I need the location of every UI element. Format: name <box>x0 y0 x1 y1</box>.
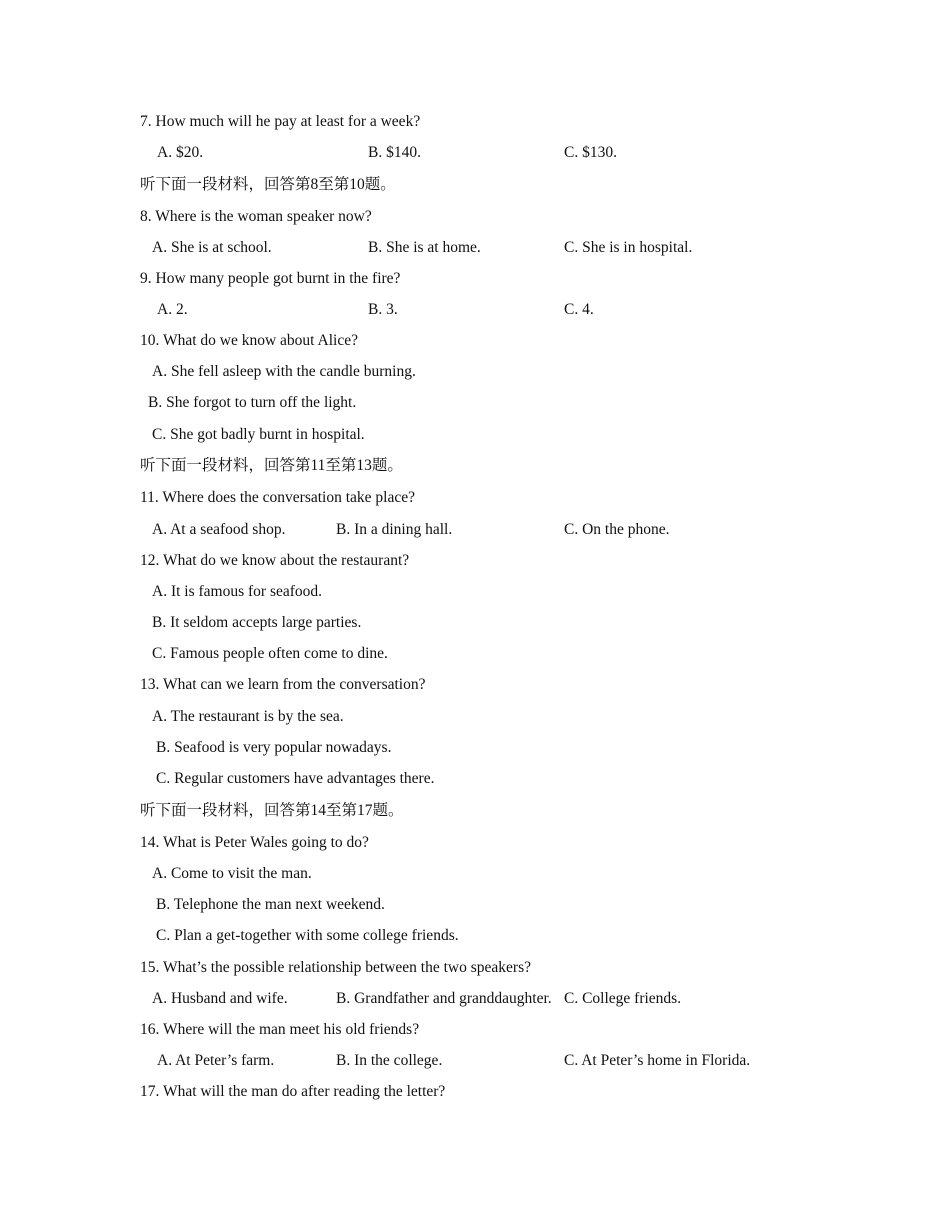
option-10b: B. She forgot to turn off the light. <box>148 394 357 411</box>
option-8c: C. She is in hospital. <box>564 239 693 256</box>
option-14b: B. Telephone the man next weekend. <box>156 896 385 913</box>
question-15: 15. What’s the possible relationship between the two speakers? <box>140 959 531 976</box>
option-11c: C. On the phone. <box>564 521 670 538</box>
option-9a: A. 2. <box>157 301 188 318</box>
question-17: 17. What will the man do after reading the letter? <box>140 1083 446 1100</box>
option-16a: A. At Peter’s farm. <box>157 1052 275 1069</box>
option-7b: B. $140. <box>368 144 421 161</box>
option-11a: A. At a seafood shop. <box>152 521 286 538</box>
option-11b: B. In a dining hall. <box>336 521 453 538</box>
option-8a: A. She is at school. <box>152 239 272 256</box>
question-11: 11. Where does the conversation take place? <box>140 489 416 506</box>
option-13a: A. The restaurant is by the sea. <box>152 708 344 725</box>
question-7: 7. How much will he pay at least for a week? <box>140 113 421 130</box>
question-10: 10. What do we know about Alice? <box>140 332 358 349</box>
option-15a: A. Husband and wife. <box>152 990 288 1007</box>
question-16: 16. Where will the man meet his old friends? <box>140 1021 420 1038</box>
option-13c: C. Regular customers have advantages there. <box>156 770 435 787</box>
option-8b: B. She is at home. <box>368 239 481 256</box>
option-16c: C. At Peter’s home in Florida. <box>564 1052 751 1069</box>
section-instruction-14-17: 听下面一段材料，回答第14至第17题。 <box>140 802 404 819</box>
option-12c: C. Famous people often come to dine. <box>152 645 388 662</box>
option-12a: A. It is famous for seafood. <box>152 583 323 600</box>
option-7c: C. $130. <box>564 144 617 161</box>
option-9c: C. 4. <box>564 301 594 318</box>
question-13: 13. What can we learn from the conversation? <box>140 676 426 693</box>
option-7a: A. $20. <box>157 144 204 161</box>
option-15c: C. College friends. <box>564 990 682 1007</box>
option-12b: B. It seldom accepts large parties. <box>152 614 362 631</box>
question-9: 9. How many people got burnt in the fire? <box>140 270 401 287</box>
question-8: 8. Where is the woman speaker now? <box>140 208 372 225</box>
section-instruction-8-10: 听下面一段材料，回答第8至第10题。 <box>140 176 396 193</box>
option-16b: B. In the college. <box>336 1052 443 1069</box>
question-14: 14. What is Peter Wales going to do? <box>140 834 369 851</box>
section-instruction-11-13: 听下面一段材料，回答第11至第13题。 <box>140 457 403 474</box>
option-10a: A. She fell asleep with the candle burning. <box>152 363 416 380</box>
option-10c: C. She got badly burnt in hospital. <box>152 426 365 443</box>
option-15b: B. Grandfather and granddaughter. <box>336 990 552 1007</box>
option-9b: B. 3. <box>368 301 398 318</box>
option-14c: C. Plan a get-together with some college friends. <box>156 927 459 944</box>
option-14a: A. Come to visit the man. <box>152 865 312 882</box>
question-12: 12. What do we know about the restaurant? <box>140 552 410 569</box>
option-13b: B. Seafood is very popular nowadays. <box>156 739 392 756</box>
